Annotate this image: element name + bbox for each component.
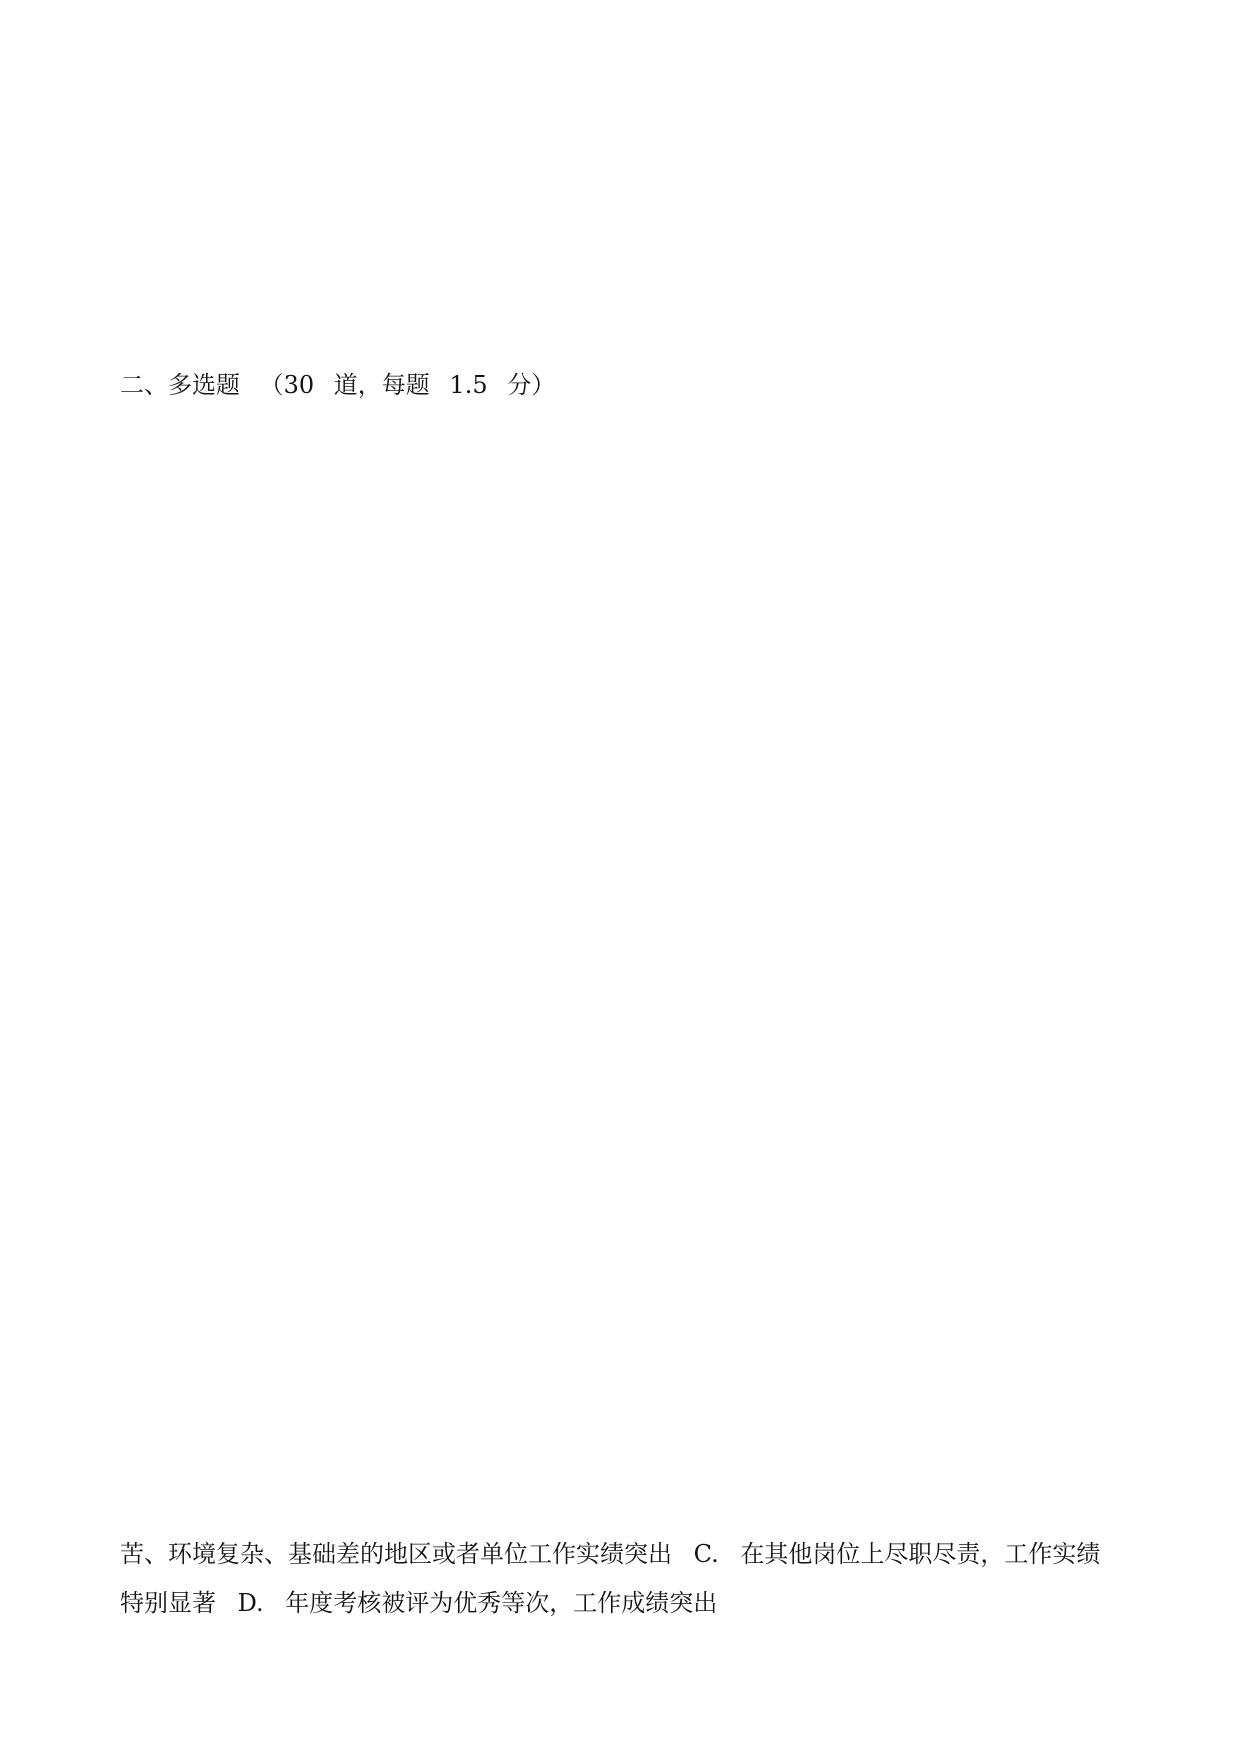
option-line-continued: 苦、环境复杂、基础差的地区或者单位工作实绩突出 C. 在其他岗位上尽职尽责，工作实绩 — [120, 1539, 1101, 1568]
question-block — [120, 848, 1120, 945]
option-line — [120, 751, 1120, 800]
question-stem — [120, 1287, 1120, 1336]
option-line — [120, 897, 1120, 946]
option-block — [120, 994, 1120, 1043]
option-line — [120, 1481, 1120, 1530]
question-stem — [120, 654, 1120, 703]
question-stem — [120, 1433, 1120, 1482]
question-stem — [120, 459, 1120, 508]
option-line — [120, 1140, 1120, 1189]
option-line — [120, 118, 1120, 167]
question-stem — [120, 215, 1120, 264]
option-line — [120, 264, 1120, 313]
question-block — [120, 459, 1120, 605]
section-heading-block — [120, 361, 1120, 410]
option-line — [120, 1189, 1120, 1238]
question-stem — [120, 1092, 1120, 1141]
question-block — [120, 1092, 1120, 1238]
option-line-continued: 特别显著 D. 年度考核被评为优秀等次，工作成绩突出 — [120, 1588, 718, 1617]
question-block — [120, 215, 1120, 312]
section-heading: 二、多选题 （30 道，每题 1.5 分） — [120, 371, 556, 400]
option-line — [120, 1335, 1120, 1384]
option-line — [120, 556, 1120, 605]
question-stem — [120, 848, 1120, 897]
option-line — [120, 702, 1120, 751]
question-block — [120, 118, 1120, 167]
question-block — [120, 1287, 1120, 1384]
question-block — [120, 1433, 1120, 1628]
option-line — [120, 994, 1120, 1043]
option-line — [120, 508, 1120, 557]
question-block — [120, 654, 1120, 800]
